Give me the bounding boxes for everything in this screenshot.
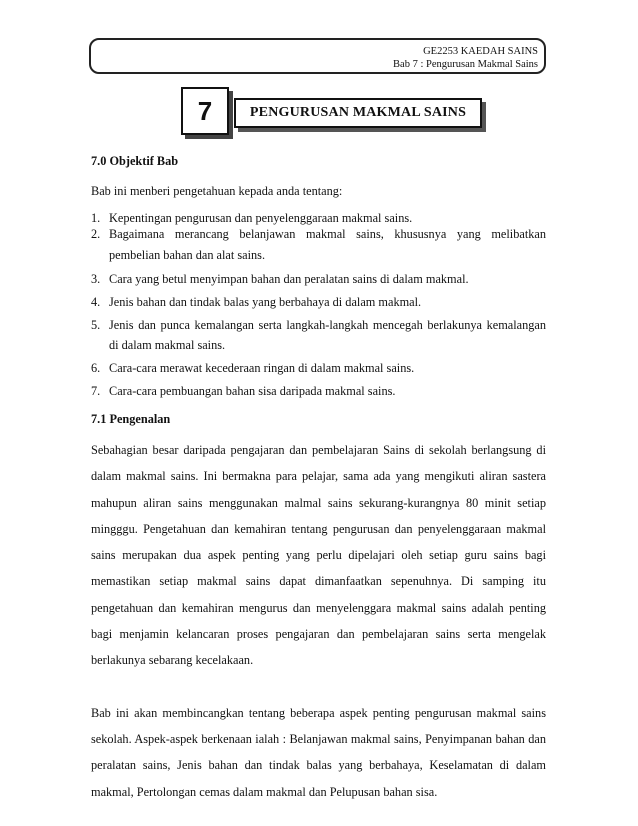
objective-item: 4. Jenis bahan dan tindak balas yang berbahaya di dalam makmal.: [109, 292, 546, 312]
objective-item: 7. Cara-cara pembuangan bahan sisa daripada makmal sains.: [109, 381, 546, 401]
objective-item: 3. Cara yang betul menyimpan bahan dan peralatan sains di dalam makmal.: [109, 269, 546, 289]
document-body: [91, 153, 546, 805]
header-text: [393, 45, 538, 71]
chapter-title: PENGURUSAN MAKMAL SAINS: [249, 105, 467, 120]
header-course-code: GE2253 KAEDAH SAINS: [423, 46, 538, 57]
objective-item: 1. Kepentingan pengurusan dan penyelenggaraan makmal sains.: [109, 210, 546, 226]
objective-item: 2. Bagaimana merancang belanjawan makmal sains, khususnya yang melibatkan pembelian bahan dan alat sains.: [109, 224, 546, 266]
chapter-number: 7: [197, 95, 213, 126]
objectives-list: [91, 210, 546, 401]
intro-paragraph-2: Bab ini akan membincangkan tentang beberapa aspek penting pengurusan makmal sains sekolah. Aspek-aspek berkenaan ialah : Belanjawan makmal sains, Penyimpanan bahan dan peralatan sains, Jenis bahan dan tindak balas yang berbahaya, Keselamatan di dalam makmal, Pertolongan cemas dalam makmal dan Pelupusan bahan sisa.: [91, 705, 546, 799]
page-header: [89, 38, 546, 74]
chapter-title-box: [234, 98, 482, 128]
intro-heading: 7.1 Pengenalan: [91, 412, 171, 426]
header-chapter-ref: Bab 7 : Pengurusan Makmal Sains: [393, 59, 538, 70]
objectives-intro: Bab ini menberi pengetahuan kepada anda tentang:: [91, 184, 343, 198]
chapter-number-box: [181, 87, 229, 135]
objective-item: 5. Jenis dan punca kemalangan serta langkah-langkah mencegah berlakunya kemalangan di dalam makmal sains.: [109, 315, 546, 355]
intro-paragraph-1: Sebahagian besar daripada pengajaran dan pembelajaran Sains di sekolah berlangsung di dalam makmal sains. Ini bermakna para pelajar, sama ada yang mengikuti aliran sastera mahupun aliran sains menggunakan malmal sains sekurang-kurangnya 80 minit setiap mingggu. Pengetahuan dan kemahiran tentang pengurusan dan penyelenggaraan makmal sains merupakan dua aspek penting yang perlu dipelajari oleh setiap guru sains bagi memastikan setiap makmal sains dapat dimanfaatkan sepenuhnya. Di samping itu pengetahuan dan kemahiran mengurus dan menyelenggara makmal sains adalah penting bagi menjamin kelancaran proses pengajaran dan pembelajaran sains serta mengelak berlakunya sebarang kecelakaan.: [91, 443, 546, 668]
objective-item: 6. Cara-cara merawat kecederaan ringan di dalam makmal sains.: [109, 358, 546, 378]
objectives-heading: 7.0 Objektif Bab: [91, 154, 179, 168]
